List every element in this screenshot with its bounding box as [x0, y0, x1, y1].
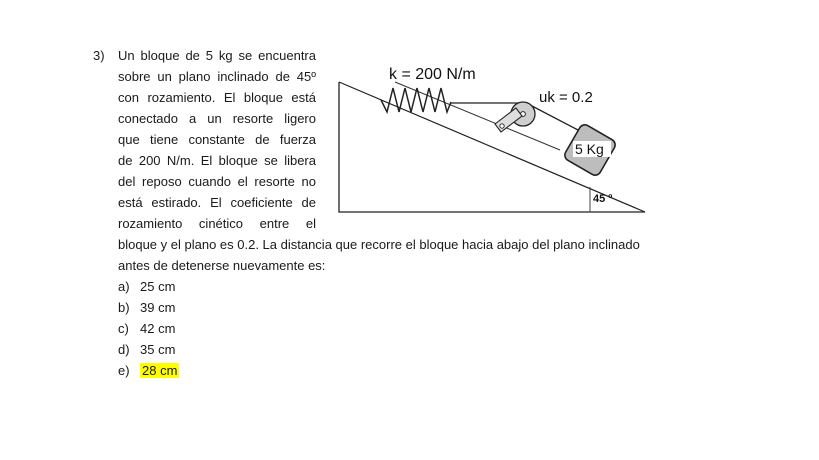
option-label: c)	[118, 321, 129, 336]
block-mass-label: 5 Kg	[575, 141, 604, 157]
option-label: b)	[118, 300, 130, 315]
question-line: sobre un plano inclinado de 45º	[118, 69, 316, 84]
option-text: 42 cm	[140, 321, 176, 336]
question-line: conectado a un resorte ligero	[118, 111, 316, 126]
question-line: que tiene constante de fuerza	[118, 132, 316, 147]
question-line: bloque y el plano es 0.2. La distancia que recorre el bloque hacia abajo del plano inclinado	[118, 237, 640, 252]
block-cable	[532, 106, 578, 130]
angle-label: 45 º	[593, 193, 613, 205]
pulley-bolt	[500, 124, 504, 128]
option-label: e)	[118, 363, 130, 378]
question-line: del reposo cuando el resorte no	[118, 174, 316, 189]
question-line: de 200 N/m. El bloque se libera	[118, 153, 316, 168]
question-line: con rozamiento. El bloque está	[118, 90, 316, 105]
option-text-highlighted: 28 cm	[142, 363, 178, 378]
option-label: a)	[118, 279, 130, 294]
spring-constant-label: k = 200 N/m	[389, 66, 476, 83]
question-line: rozamiento cinético entre el	[118, 216, 316, 231]
question-line: antes de detenerse nuevamente es:	[118, 258, 326, 273]
option-text: 25 cm	[140, 279, 176, 294]
option-label: d)	[118, 342, 130, 357]
option-text: 35 cm	[140, 342, 176, 357]
question-line: está estirado. El coeficiente de	[118, 195, 316, 210]
friction-coefficient-label: uk = 0.2	[539, 89, 593, 106]
question-line: Un bloque de 5 kg se encuentra	[118, 48, 316, 63]
spring	[381, 88, 451, 112]
option-text: 39 cm	[140, 300, 176, 315]
question-number: 3)	[93, 48, 105, 63]
